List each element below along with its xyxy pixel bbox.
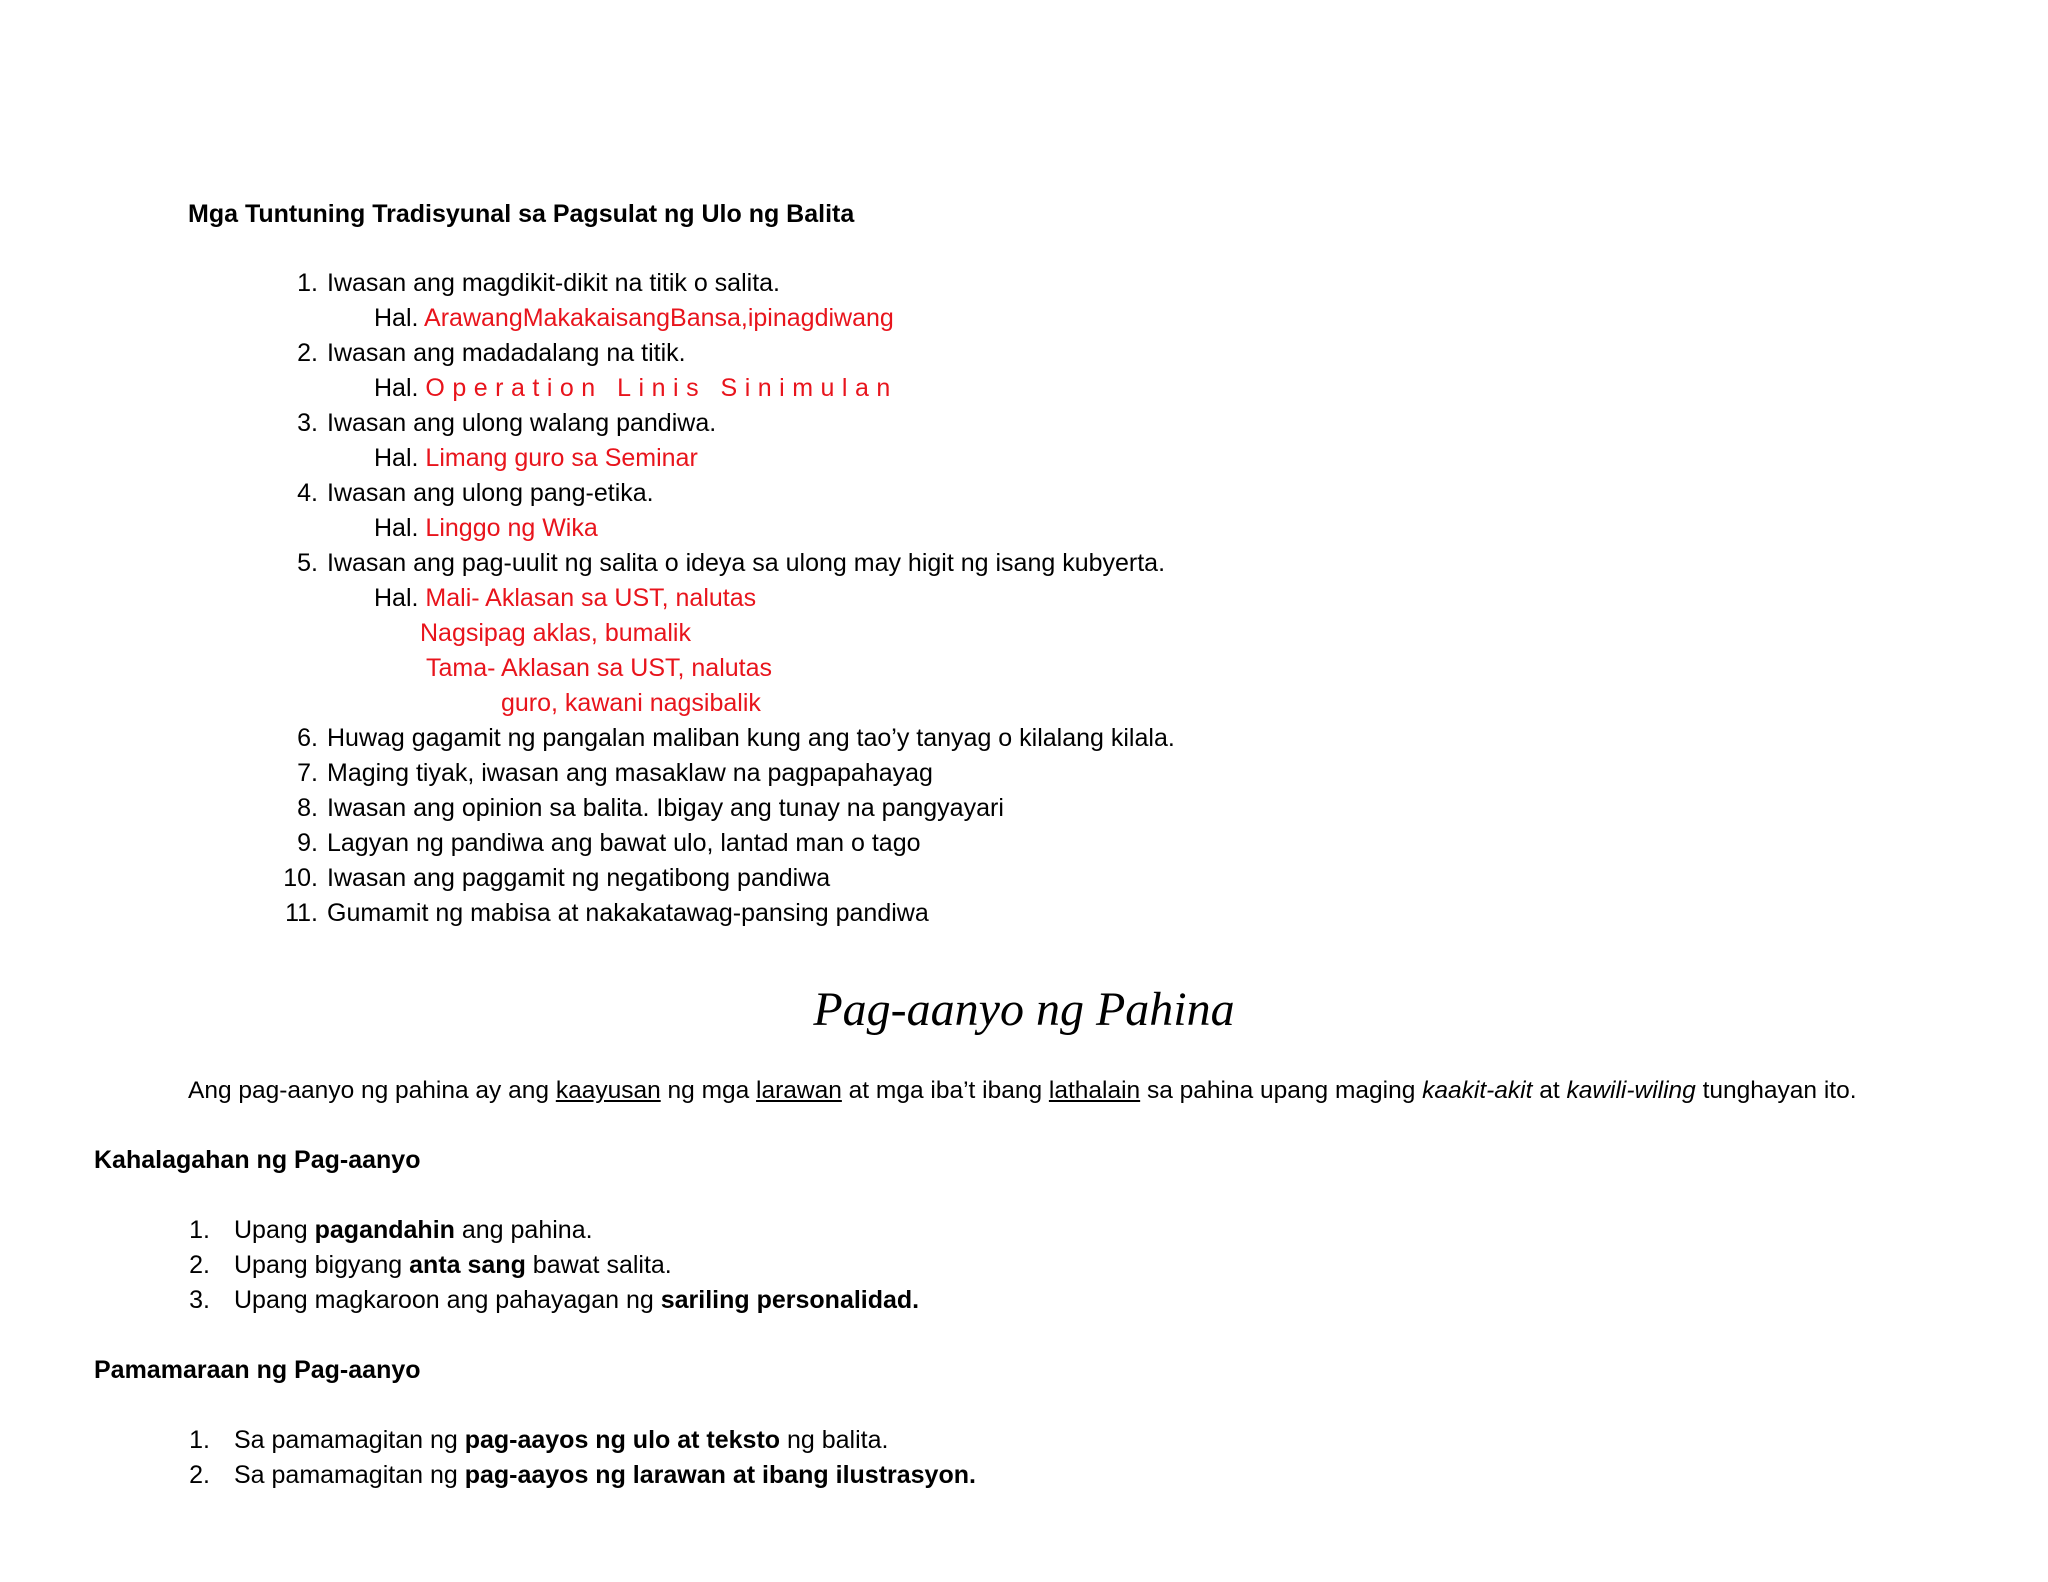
list-text: Iwasan ang magdikit-dikit na titik o salita.: [327, 269, 780, 297]
list-text: Upang bigyang anta sang bawat salita.: [234, 1251, 672, 1279]
example-text: Tama- Aklasan sa UST, nalutas: [426, 654, 772, 682]
example-text: Mali- Aklasan sa UST, nalutas: [425, 584, 757, 612]
list-text: Upang pagandahin ang pahina.: [234, 1216, 593, 1244]
hal-label: Hal.: [374, 444, 419, 472]
list-text: Iwasan ang pag-uulit ng salita o ideya sa ulong may higit ng isang kubyerta.: [327, 549, 1166, 577]
paragraph-italic-text: kawili-wiling: [1566, 1077, 1696, 1104]
paragraph-underlined-text: kaayusan: [555, 1077, 661, 1104]
hal-label: Hal.: [374, 374, 419, 402]
paragraph-text: at mga iba’t ibang: [841, 1077, 1049, 1104]
paragraph-text: Ang pag-aanyo ng pahina ay ang: [188, 1077, 556, 1104]
list-text: Gumamit ng mabisa at nakakatawag-pansing pandiwa: [327, 899, 929, 927]
section-heading: Kahalagahan ng Pag-aanyo: [94, 1146, 421, 1174]
list-number: 9.: [297, 829, 318, 857]
list-number: 2.: [189, 1251, 210, 1279]
list-text: Lagyan ng pandiwa ang bawat ulo, lantad man o tago: [327, 829, 921, 857]
list-number: 7.: [297, 759, 318, 787]
example-line: [374, 581, 756, 616]
list-number: 3.: [297, 409, 318, 437]
example-text: Operation Linis Sinimulan: [425, 374, 898, 402]
list-text: Iwasan ang paggamit ng negatibong pandiwa: [327, 864, 831, 892]
example-text: guro, kawani nagsibalik: [501, 689, 761, 717]
example-line: [374, 511, 598, 546]
list-number: 6.: [297, 724, 318, 752]
list-text: Iwasan ang opinion sa balita. Ibigay ang tunay na pangyayari: [327, 794, 1004, 822]
paragraph-underlined-text: lathalain: [1048, 1077, 1141, 1104]
intro-paragraph: [188, 1073, 1857, 1108]
list-text: Huwag gagamit ng pangalan maliban kung ang tao’y tanyag o kilalang kilala.: [327, 724, 1175, 752]
paragraph-italic-text: kaakit-akit: [1422, 1077, 1533, 1104]
list-text: Sa pamamagitan ng pag-aayos ng ulo at teksto ng balita.: [234, 1426, 889, 1454]
list-number: 4.: [297, 479, 318, 507]
list-number: 5.: [297, 549, 318, 577]
list-text: Upang magkaroon ang pahayagan ng sariling personalidad.: [234, 1286, 920, 1314]
list-number: 1.: [189, 1426, 210, 1454]
paragraph-text: tunghayan ito.: [1695, 1077, 1857, 1104]
example-text: ArawangMakakaisangBansa,ipinagdiwang: [424, 304, 894, 332]
example-text: Linggo ng Wika: [425, 514, 598, 542]
paragraph-text: at: [1532, 1077, 1567, 1104]
list-number: 1.: [297, 269, 318, 297]
list-text: Maging tiyak, iwasan ang masaklaw na pagpapahayag: [327, 759, 933, 787]
list-number: 11.: [285, 899, 318, 927]
example-line: [374, 301, 894, 336]
paragraph-text: sa pahina upang maging: [1140, 1077, 1423, 1104]
hal-label: Hal.: [374, 514, 419, 542]
section-heading: Pamamaraan ng Pag-aanyo: [94, 1356, 421, 1384]
example-text: Limang guro sa Seminar: [425, 444, 698, 472]
list-text: Sa pamamagitan ng pag-aayos ng larawan at ibang ilustrasyon.: [234, 1461, 976, 1489]
list-number: 10.: [283, 864, 318, 892]
list-text: Iwasan ang ulong walang pandiwa.: [327, 409, 717, 437]
example-line: [374, 441, 698, 476]
list-number: 2.: [189, 1461, 210, 1489]
paragraph-underlined-text: larawan: [756, 1077, 842, 1104]
hal-label: Hal.: [374, 584, 419, 612]
list-number: 3.: [189, 1286, 210, 1314]
list-number: 8.: [297, 794, 318, 822]
list-text: Iwasan ang madadalang na titik.: [327, 339, 686, 367]
paragraph-text: ng mga: [660, 1077, 757, 1104]
section-heading: Mga Tuntuning Tradisyunal sa Pagsulat ng Ulo ng Balita: [188, 200, 855, 228]
list-text: Iwasan ang ulong pang-etika.: [327, 479, 654, 507]
hal-label: Hal.: [374, 304, 419, 332]
list-number: 2.: [297, 339, 318, 367]
page-title: Pag-aanyo ng Pahina: [813, 983, 1235, 1036]
example-text: Nagsipag aklas, bumalik: [420, 619, 691, 647]
example-line: [374, 371, 898, 406]
list-number: 1.: [189, 1216, 210, 1244]
